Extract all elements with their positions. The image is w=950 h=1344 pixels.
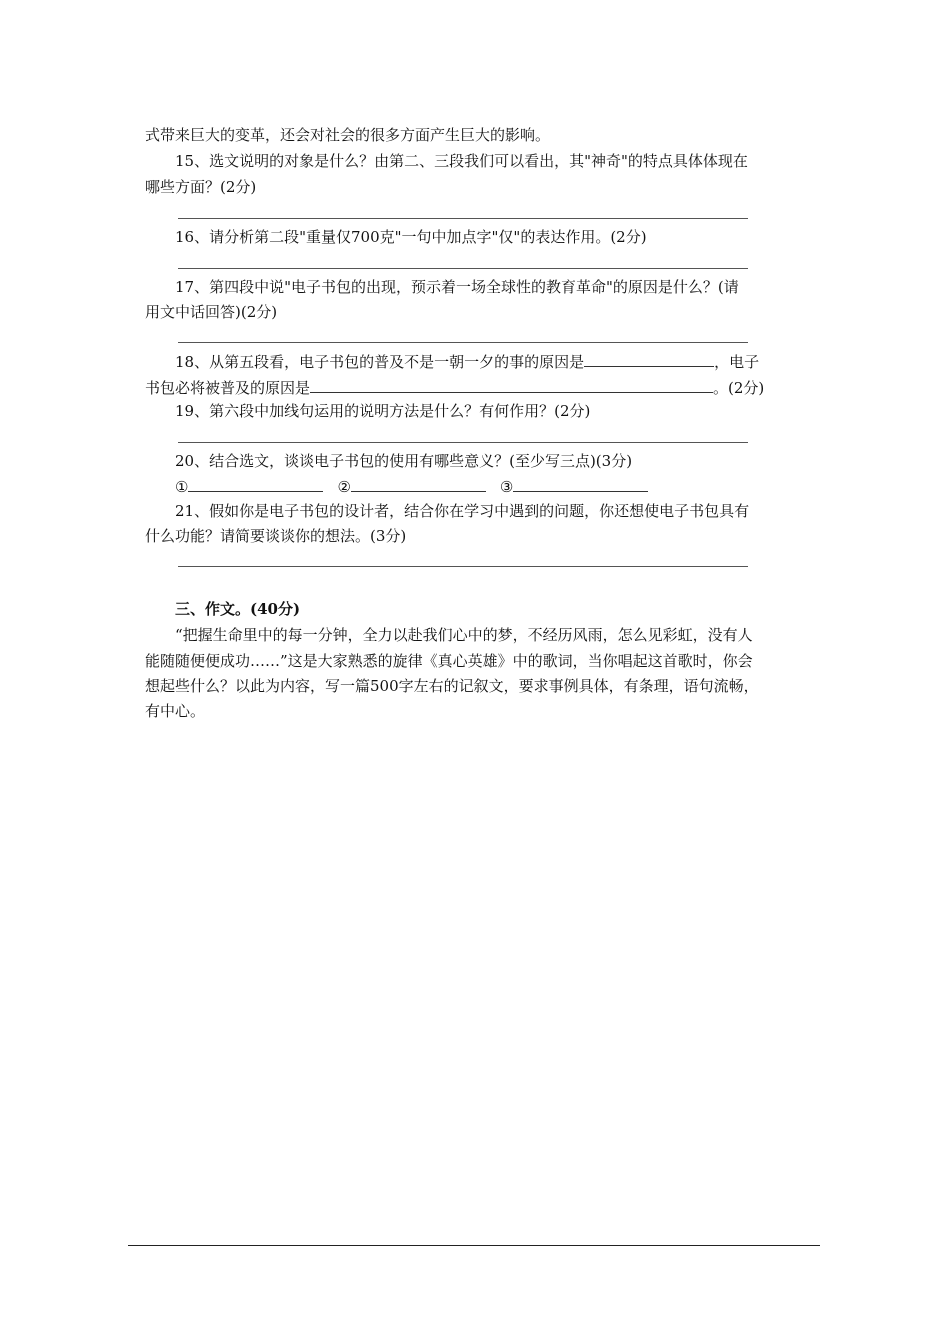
question-15-line-2: 哪些方面？(2分) bbox=[145, 178, 257, 196]
answer-line-19[interactable] bbox=[178, 442, 748, 443]
answer-line-15[interactable] bbox=[178, 218, 748, 219]
question-18-text-c: 书包必将被普及的原因是 bbox=[145, 379, 311, 397]
essay-prompt-line-3: 想起些什么？以此为内容，写一篇500字左右的记叙文，要求事例具体，有条理，语句流畅， bbox=[145, 677, 759, 695]
answer-blank-18b[interactable] bbox=[310, 376, 713, 393]
answer-marker-3: ③ bbox=[499, 478, 514, 496]
footer-rule bbox=[128, 1245, 820, 1246]
answer-blank-18a[interactable] bbox=[584, 350, 714, 367]
answer-blank-20-1[interactable] bbox=[188, 475, 323, 492]
question-20-answers bbox=[175, 475, 815, 497]
question-16-line-1: 16、请分析第二段"重量仅700克"一句中加点字"仅"的表达作用。(2分) bbox=[175, 228, 647, 246]
question-18-line-2 bbox=[145, 376, 815, 398]
question-18-text-b: ，电子 bbox=[714, 353, 760, 371]
question-21-line-1: 21、假如你是电子书包的设计者，结合你在学习中遇到的问题，你还想使电子书包具有 bbox=[175, 502, 750, 520]
intro-text: 式带来巨大的变革，还会对社会的很多方面产生巨大的影响。 bbox=[145, 126, 551, 144]
answer-blank-20-2[interactable] bbox=[351, 475, 486, 492]
answer-marker-1: ① bbox=[175, 478, 189, 496]
section-3-heading: 三、作文。(40分) bbox=[175, 600, 301, 618]
answer-blank-20-3[interactable] bbox=[513, 475, 648, 492]
question-17-line-2: 用文中话回答)(2分) bbox=[145, 303, 278, 321]
essay-prompt-line-4: 有中心。 bbox=[145, 702, 206, 720]
question-20-line-1: 20、结合选文，谈谈电子书包的使用有哪些意义？(至少写三点)(3分) bbox=[175, 452, 633, 470]
answer-line-16[interactable] bbox=[178, 268, 748, 269]
essay-prompt-line-2: 能随随便便成功……”这是大家熟悉的旋律《真心英雄》中的歌词，当你唱起这首歌时，你会 bbox=[145, 652, 753, 670]
essay-prompt-line-1: “把握生命里中的每一分钟，全力以赴我们心中的梦，不经历风雨，怎么见彩虹，没有人 bbox=[175, 626, 753, 644]
question-15-line-1: 15、选文说明的对象是什么？由第二、三段我们可以看出，其"神奇"的特点具体体现在 bbox=[175, 152, 748, 170]
question-18-line-1 bbox=[175, 350, 815, 372]
answer-marker-2: ② bbox=[337, 478, 351, 496]
answer-line-21[interactable] bbox=[178, 566, 748, 567]
question-18-text-a: 18、从第五段看，电子书包的普及不是一朝一夕的事的原因是 bbox=[175, 353, 585, 371]
question-19-line-1: 19、第六段中加线句运用的说明方法是什么？有何作用？(2分) bbox=[175, 402, 591, 420]
answer-line-17[interactable] bbox=[178, 342, 748, 343]
question-21-line-2: 什么功能？请简要谈谈你的想法。(3分) bbox=[145, 527, 407, 545]
question-18-text-d: 。(2分) bbox=[713, 379, 765, 397]
question-17-line-1: 17、第四段中说"电子书包的出现，预示着一场全球性的教育革命"的原因是什么？(请 bbox=[175, 278, 739, 296]
